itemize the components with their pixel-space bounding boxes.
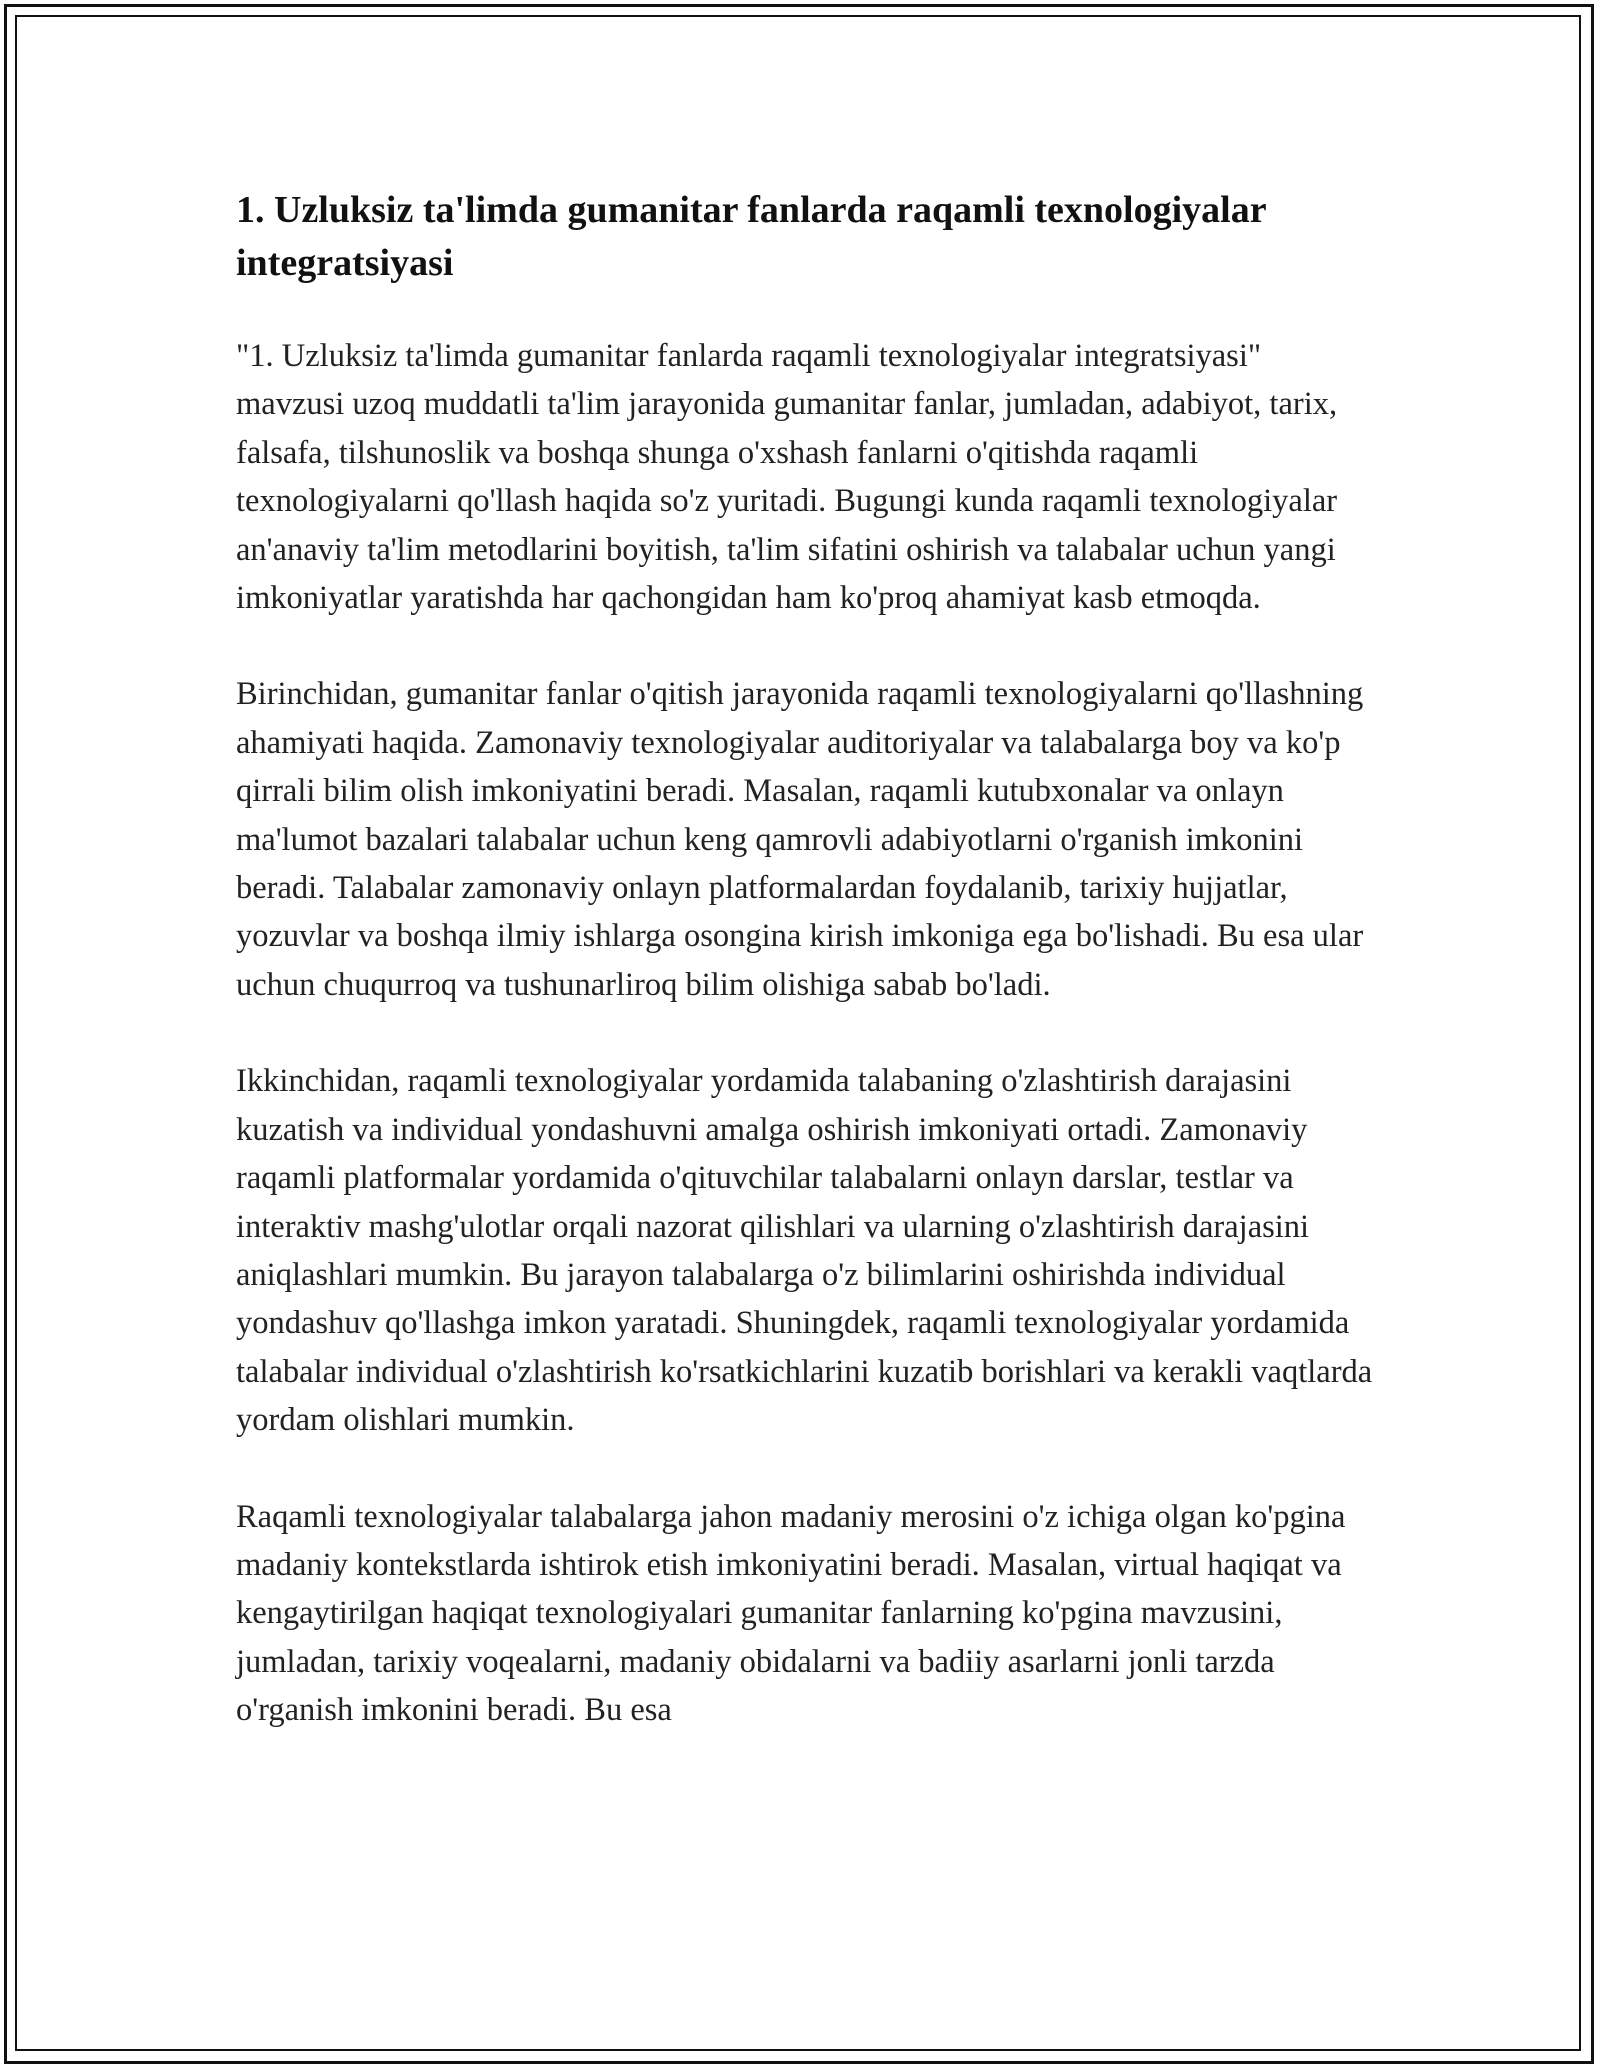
paragraph-first-point: Birinchidan, gumanitar fanlar o'qitish jarayonida raqamli texnologiyalarni qo'llashning ahamiyati haqida. Zamonaviy texnologiyalar auditoriyalar va talabalarga boy va ko'p qirrali bilim olish imkoniyatini beradi. Masalan, raqamli kutubxonalar va onlayn ma'lumot bazalari talabalar uchun keng qamrovli adabiyotlarni o'rganish imkonini beradi. Talabalar zamonaviy onlayn platformalardan foydalanib, tarixiy hujjatlar, yozuvlar va boshqa ilmiy ishlarga osongina kirish imkoniga ega bo'lishadi. Bu esa ular uchun chuqurroq va tushunarliroq bilim olishiga sabab bo'ladi. xyxy=(236,676,1364,1003)
paragraph-second-point: Ikkinchidan, raqamli texnologiyalar yordamida talabaning o'zlashtirish darajasini kuzatish va individual yondashuvni amalga oshirish imkoniyati ortadi. Zamonaviy raqamli platformalar yordamida o'qituvchilar talabalarni onlayn darslar, testlar va interaktiv mashg'ulotlar orqali nazorat qilishlari va ularning o'zlashtirish darajasini aniqlashlari mumkin. Bu jarayon talabalarga o'z bilimlarini oshirishda individual yondashuv qo'llashga imkon yaratadi. Shuningdek, raqamli texnologiyalar yordamida talabalar individual o'zlashtirish ko'rsatkichlarini kuzatib borishlari va kerakli vaqtlarda yordam olishlari mumkin. xyxy=(236,1063,1373,1439)
document-page xyxy=(236,184,1376,1783)
paragraph-intro: "1. Uzluksiz ta'limda gumanitar fanlarda raqamli texnologiyalar integratsiyasi" mavzusi uzoq muddatli ta'lim jarayonida gumanitar fanlar, jumladan, adabiyot, tarix, falsafa, tilshunoslik va boshqa shunga o'xshash fanlarni o'qitishda raqamli texnologiyalarni qo'llash haqida so'z yuritadi. Bugungi kunda raqamli texnologiyalar an'anaviy ta'lim metodlarini boyitish, ta'lim sifatini oshirish va talabalar uchun yangi imkoniyatlar yaratishda har qachongidan ham ko'proq ahamiyat kasb etmoqda. xyxy=(236,338,1338,617)
paragraph-cultural-heritage: Raqamli texnologiyalar talabalarga jahon madaniy merosini o'z ichiga olgan ko'pgina madaniy kontekstlarda ishtirok etish imkoniyatini beradi. Masalan, virtual haqiqat va kengaytirilgan haqiqat texnologiyalari gumanitar fanlarning ko'pgina mavzusini, jumladan, tarixiy voqealarni, madaniy obidalarni va badiiy asarlarni jonli tarzda o'rganish imkonini beradi. Bu esa xyxy=(236,1498,1346,1729)
document-title: 1. Uzluksiz ta'limda gumanitar fanlarda raqamli texnologiyalar integratsiyasi xyxy=(236,189,1266,284)
